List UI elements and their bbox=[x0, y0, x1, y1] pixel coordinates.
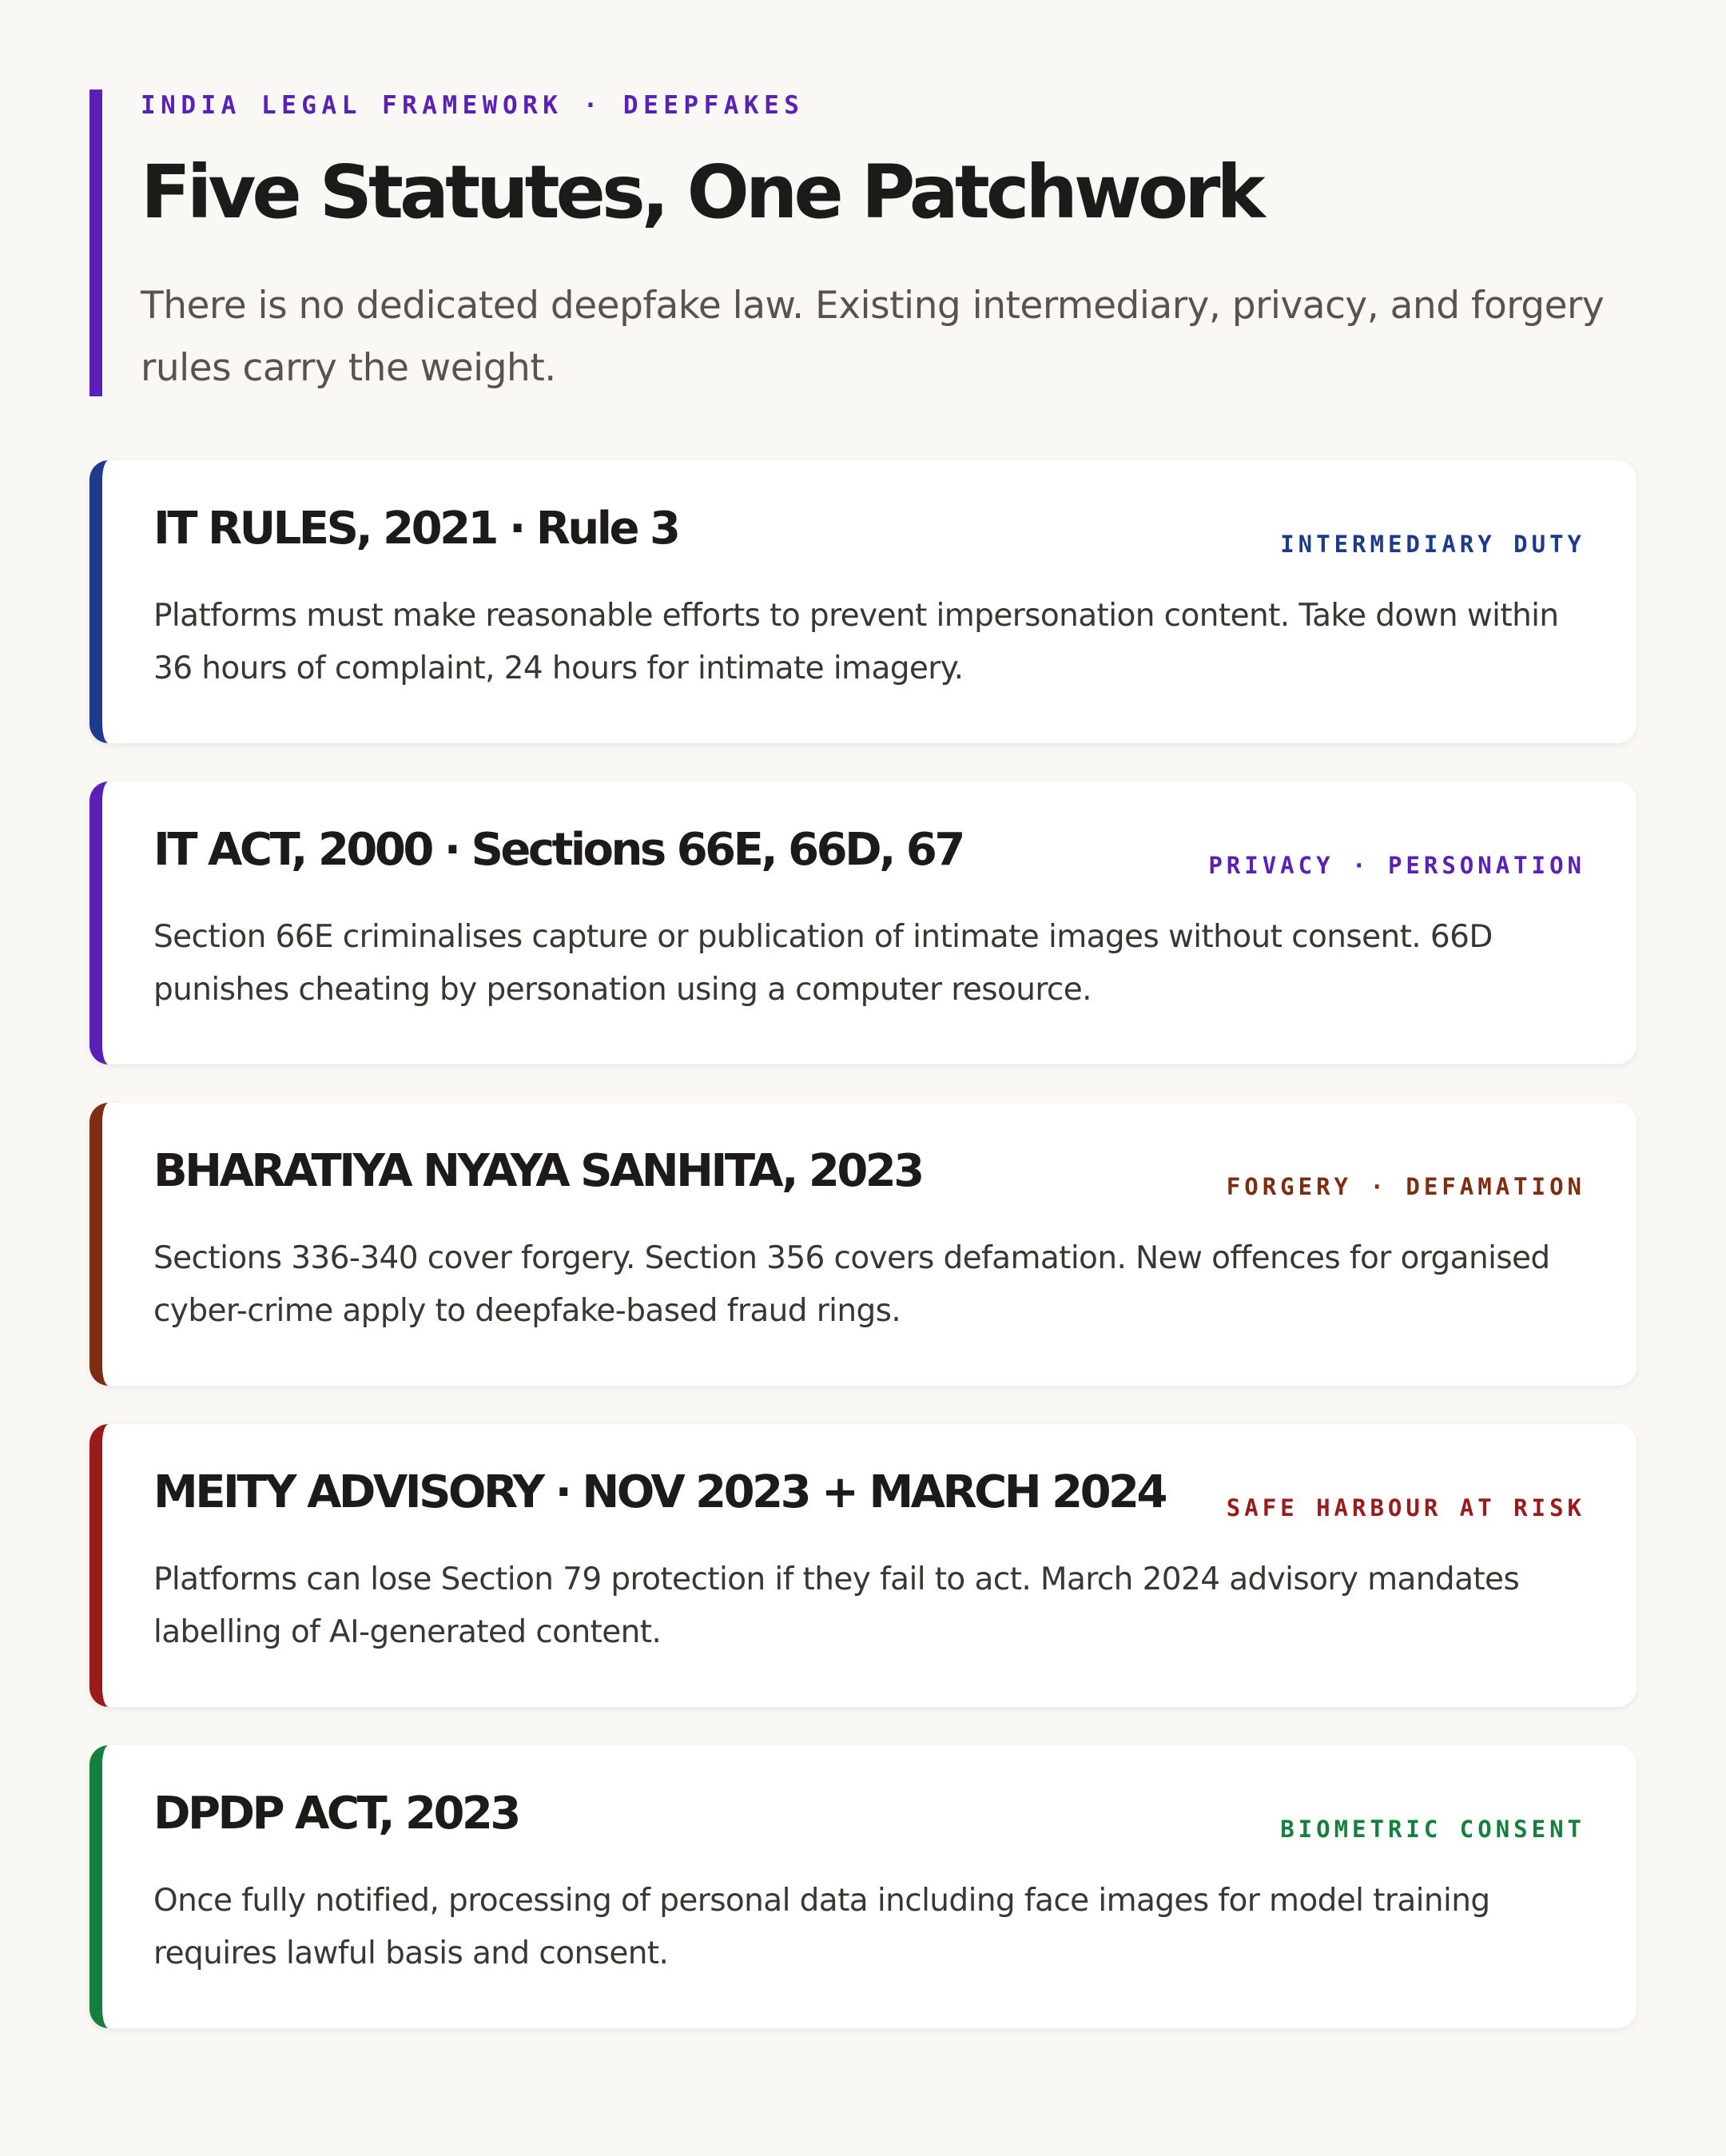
statute-tag: PRIVACY · PERSONATION bbox=[1208, 852, 1585, 879]
statute-title: MEITY ADVISORY · NOV 2023 + MARCH 2024 bbox=[153, 1466, 1165, 1518]
page-subtitle: There is no dedicated deepfake law. Existing intermediary, privacy, and forgery rules carry the weight. bbox=[141, 284, 1605, 390]
statute-title: BHARATIYA NYAYA SANHITA, 2023 bbox=[153, 1145, 922, 1197]
eyebrow-label: INDIA LEGAL FRAMEWORK · DEEPFAKES bbox=[141, 91, 805, 120]
statute-tag: SAFE HARBOUR AT RISK bbox=[1226, 1494, 1585, 1522]
statute-description: Platforms must make reasonable efforts to prevent impersonation content. Take down within 36 hours of complaint, 24 hours for intimate imagery. bbox=[153, 598, 1559, 686]
statute-tag: FORGERY · DEFAMATION bbox=[1226, 1173, 1585, 1200]
statute-list bbox=[89, 460, 1637, 2066]
statute-tag: INTERMEDIARY DUTY bbox=[1280, 531, 1585, 558]
page-header bbox=[89, 90, 1640, 396]
statute-card-bns bbox=[89, 1103, 1637, 1386]
page-title: Five Statutes, One Patchwork bbox=[141, 149, 1262, 235]
statute-title: IT ACT, 2000 · Sections 66E, 66D, 67 bbox=[153, 824, 963, 876]
statute-description: Platforms can lose Section 79 protection if they fail to act. March 2024 advisory mandates labelling of AI-generated content. bbox=[153, 1561, 1520, 1650]
statute-card-it-act bbox=[89, 782, 1637, 1064]
statute-tag: BIOMETRIC CONSENT bbox=[1280, 1816, 1585, 1843]
statute-description: Sections 336-340 cover forgery. Section 356 covers defamation. New offences for organised cyber-crime apply to deepfake-based fraud rings. bbox=[153, 1240, 1550, 1329]
statute-description: Once fully notified, processing of personal data including face images for model training requires lawful basis and consent. bbox=[153, 1883, 1490, 1971]
statute-card-meity-advisory bbox=[89, 1424, 1637, 1707]
statute-description: Section 66E criminalises capture or publication of intimate images without consent. 66D punishes cheating by personation using a computer resource. bbox=[153, 919, 1493, 1008]
statute-card-dpdp-act bbox=[89, 1745, 1637, 2028]
statute-title: IT RULES, 2021 · Rule 3 bbox=[153, 503, 678, 555]
statute-card-it-rules bbox=[89, 460, 1637, 743]
statute-title: DPDP ACT, 2023 bbox=[153, 1788, 519, 1840]
